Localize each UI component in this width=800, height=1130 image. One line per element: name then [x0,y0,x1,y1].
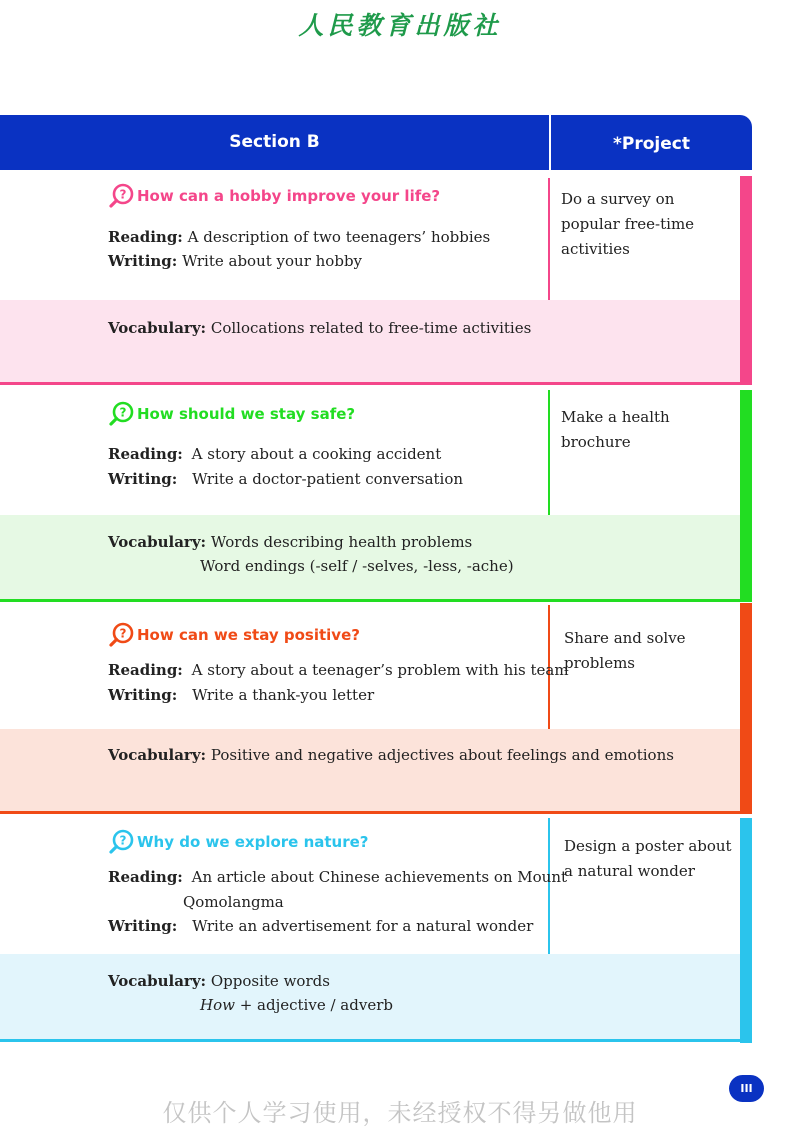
unit-bottom-rule [0,599,752,602]
unit-color-bar [740,176,752,385]
project-text: Design a poster about a natural wonder [564,837,732,880]
question-text: How should we stay safe? [137,404,356,423]
reading-label: Reading: [108,228,183,246]
section-b-heading: Section B [229,132,320,152]
reading-line [108,868,567,886]
vocabulary-text-line2: Word endings (-self / -selves, -less, -ache) [200,557,514,575]
question-text: How can we stay positive? [137,625,360,644]
vocabulary-line [108,319,531,337]
reading-line [108,661,569,679]
reading-text: A story about a teenager’s problem with his team [191,661,569,679]
vocabulary-label: Vocabulary: [108,319,207,337]
vocabulary-label: Vocabulary: [108,533,207,551]
reading-line [108,445,441,463]
reading-text: A story about a cooking accident [191,445,442,463]
writing-text: Write a thank-you letter [192,686,375,704]
vocabulary-band [0,300,740,382]
writing-text: Write an advertisement for a natural wonder [192,917,534,935]
question-magnifier-icon [108,182,135,209]
vocabulary-text: Collocations related to free-time activities [210,319,532,337]
unit-color-bar [740,390,752,602]
vocabulary-band [0,515,740,599]
question-magnifier-icon [108,400,135,427]
reading-label: Reading: [108,868,183,886]
vocabulary-label: Vocabulary: [108,972,207,990]
reading-text: A description of two teenagers’ hobbies [187,228,491,246]
vocabulary-text: Positive and negative adjectives about feelings and emotions [210,746,674,764]
project-text: Do a survey on popular free-time activities [561,190,695,258]
unit-row-nature [0,816,752,1043]
reading-label: Reading: [108,661,183,679]
column-divider [548,390,550,516]
project-text: Share and solve problems [564,629,686,672]
writing-line [108,470,463,488]
publisher-logo: 人民教育出版社 [298,11,502,40]
vocabulary-band [0,954,740,1040]
table-header [0,115,752,170]
unit-row-safety [0,388,752,602]
unit-bottom-rule [0,1039,752,1042]
question-text: Why do we explore nature? [137,832,369,851]
vocabulary-line [108,746,674,764]
svg-text:?: ? [119,833,127,848]
unit-color-bar [740,603,752,814]
vocabulary-emphasis: How [200,996,235,1014]
vocabulary-line [108,972,330,990]
writing-label: Writing: [108,917,178,935]
project-heading: *Project [613,134,690,154]
vocabulary-line [108,533,472,551]
reading-text: An article about Chinese achievements on Mount [191,868,568,886]
svg-text:?: ? [119,405,127,420]
project-text: Make a health brochure [561,408,670,451]
reading-text-continued: Qomolangma [183,893,284,911]
unit-question [108,182,440,209]
unit-question [108,400,355,427]
usage-watermark: 仅供个人学习使用，未经授权不得另做他用 [162,1099,638,1127]
question-magnifier-icon [108,828,135,855]
vocabulary-label: Vocabulary: [108,746,207,764]
writing-line [108,917,533,935]
svg-text:?: ? [119,187,127,202]
writing-label: Writing: [108,470,178,488]
question-magnifier-icon [108,621,135,648]
vocabulary-text-line2 [200,996,393,1014]
writing-label: Writing: [108,686,178,704]
column-divider [548,818,550,954]
unit-row-positive [0,603,752,814]
unit-question [108,828,369,855]
vocabulary-text-rest: + adjective / adverb [234,996,393,1014]
writing-text: Write a doctor-patient conversation [192,470,464,488]
page-number: III [729,1075,764,1102]
writing-label: Writing: [108,252,178,270]
svg-text:?: ? [119,626,127,641]
vocabulary-text: Words describing health problems [210,533,473,551]
unit-question [108,621,360,648]
question-text: How can a hobby improve your life? [137,186,441,205]
unit-bottom-rule [0,811,752,814]
vocabulary-band [0,729,740,811]
unit-bottom-rule [0,382,752,385]
writing-line [108,686,374,704]
unit-color-bar [740,818,752,1043]
vocabulary-text: Opposite words [210,972,330,990]
writing-text: Write about your hobby [182,252,363,270]
writing-line [108,252,362,270]
unit-row-hobby [0,170,752,385]
reading-label: Reading: [108,445,183,463]
column-divider [548,178,550,300]
reading-line [108,228,490,246]
